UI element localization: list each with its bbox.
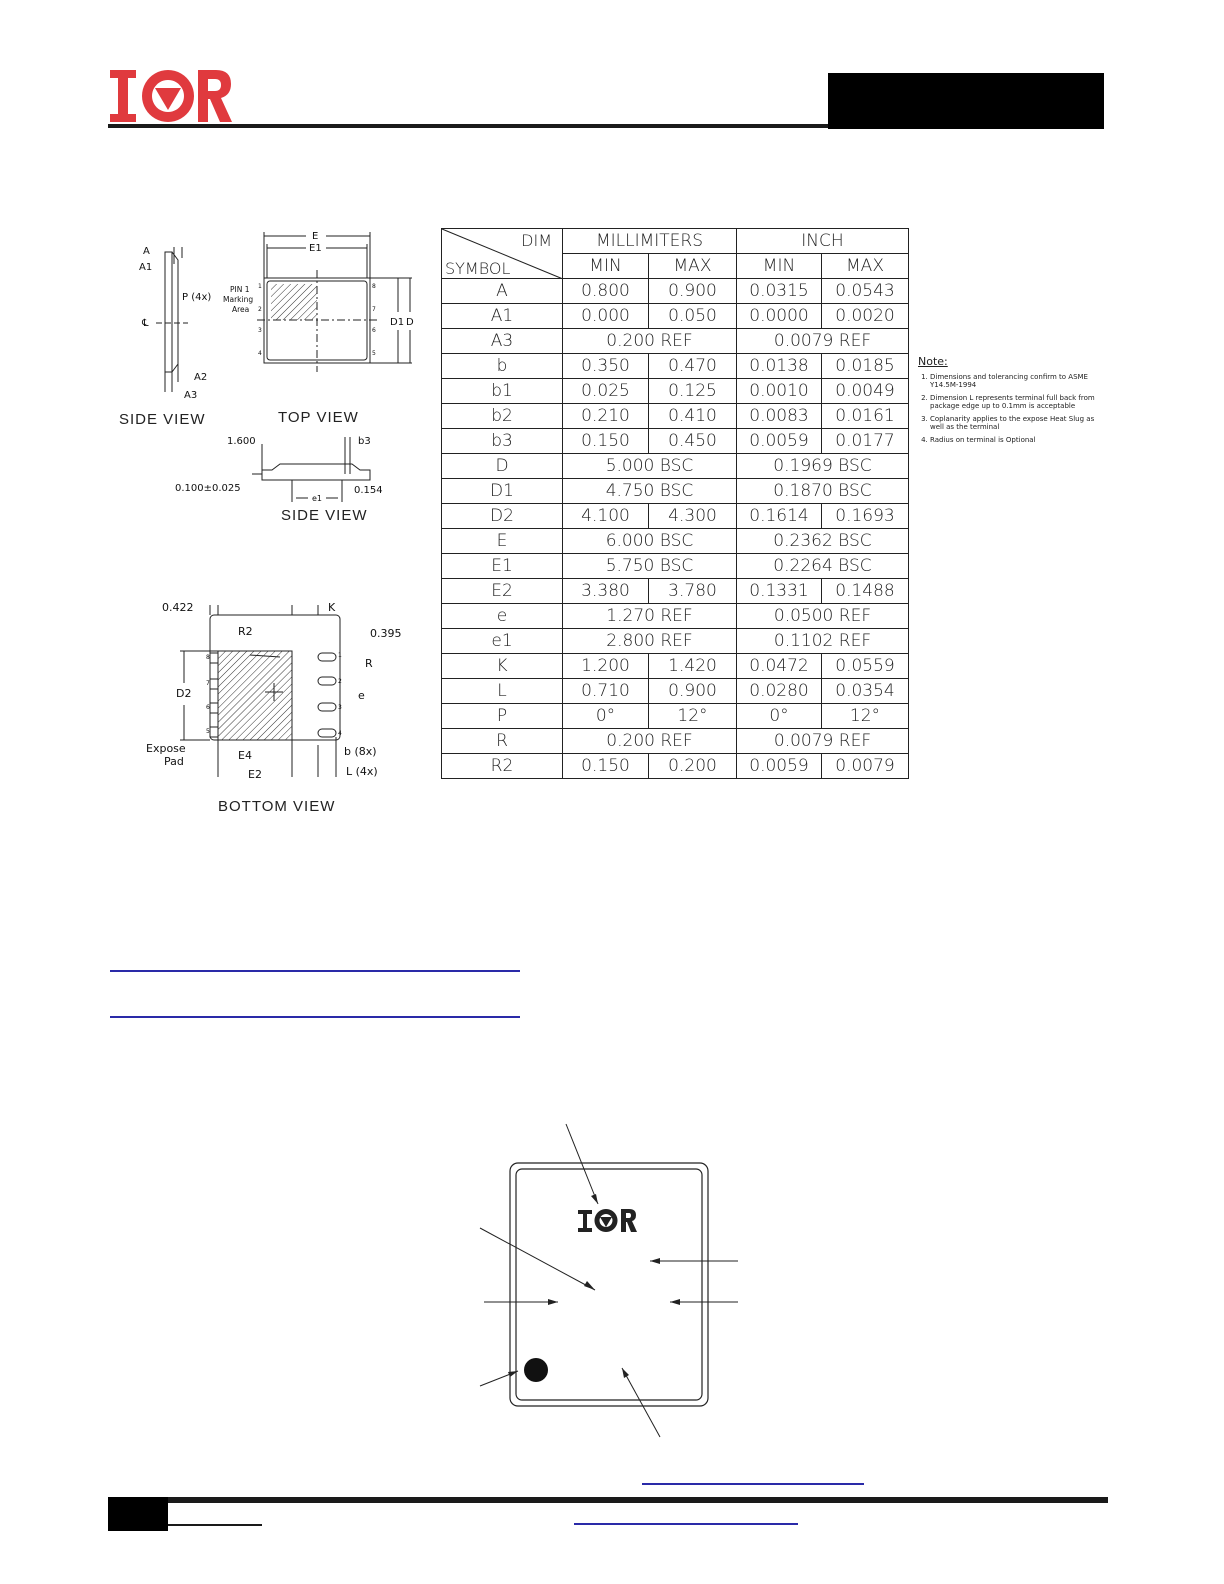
row-value-merged: 4.750 BSC bbox=[563, 479, 737, 504]
table-row bbox=[442, 504, 909, 529]
label-0395: 0.395 bbox=[370, 627, 402, 640]
inch-min-header: MIN bbox=[737, 254, 822, 279]
row-value: 0.800 bbox=[563, 279, 649, 304]
row-symbol: K bbox=[442, 654, 563, 679]
row-value: 3.380 bbox=[563, 579, 649, 604]
row-value: 4.300 bbox=[649, 504, 737, 529]
row-symbol: b bbox=[442, 354, 563, 379]
pin-label-8: 8 bbox=[206, 654, 210, 661]
row-value: 0.150 bbox=[563, 754, 649, 779]
label-b3: b3 bbox=[358, 436, 371, 447]
label-E1: E1 bbox=[309, 243, 322, 254]
row-value: 0.0543 bbox=[822, 279, 909, 304]
label-0422: 0.422 bbox=[162, 601, 194, 614]
table-corner-header bbox=[442, 229, 563, 279]
row-value: 0.210 bbox=[563, 404, 649, 429]
row-value: 0.0280 bbox=[737, 679, 822, 704]
label-A3: A3 bbox=[184, 390, 198, 401]
pin-3: 3 bbox=[258, 327, 262, 334]
pin-label-3: 3 bbox=[338, 704, 342, 711]
row-value-merged: 0.2362 BSC bbox=[737, 529, 909, 554]
label-e1: e1 bbox=[312, 494, 323, 503]
label-b8x: b (8x) bbox=[344, 745, 377, 758]
label-P4x: P (4x) bbox=[182, 292, 212, 303]
label-D: D bbox=[406, 317, 414, 328]
row-symbol: e1 bbox=[442, 629, 563, 654]
note-item: 1. Dimensions and tolerancing confirm to ASME Y14.5M-1994 bbox=[930, 373, 1108, 389]
pin-label-4: 4 bbox=[338, 730, 342, 737]
dimension-table bbox=[441, 228, 909, 779]
table-row bbox=[442, 454, 909, 479]
row-value-merged: 0.1102 REF bbox=[737, 629, 909, 654]
table-row bbox=[442, 404, 909, 429]
pin-label-6: 6 bbox=[206, 704, 210, 711]
row-value: 0.0315 bbox=[737, 279, 822, 304]
table-row bbox=[442, 629, 909, 654]
row-value: 0° bbox=[737, 704, 822, 729]
row-symbol: E2 bbox=[442, 579, 563, 604]
footer-link-rule-2 bbox=[574, 1523, 798, 1525]
table-row bbox=[442, 304, 909, 329]
row-symbol: E1 bbox=[442, 554, 563, 579]
header-part-box bbox=[828, 73, 1104, 129]
row-value: 0.470 bbox=[649, 354, 737, 379]
row-value: 0.125 bbox=[649, 379, 737, 404]
row-value-merged: 1.270 REF bbox=[563, 604, 737, 629]
row-value-merged: 0.200 REF bbox=[563, 729, 737, 754]
row-value: 1.420 bbox=[649, 654, 737, 679]
table-row bbox=[442, 604, 909, 629]
package-bottom-drawing bbox=[140, 595, 440, 820]
label-e: e bbox=[358, 689, 365, 702]
row-symbol: E bbox=[442, 529, 563, 554]
table-row bbox=[442, 329, 909, 354]
row-value: 12° bbox=[822, 704, 909, 729]
row-symbol: D bbox=[442, 454, 563, 479]
row-symbol: e bbox=[442, 604, 563, 629]
row-value: 0.150 bbox=[563, 429, 649, 454]
row-value: 0.0138 bbox=[737, 354, 822, 379]
label-expose: Expose bbox=[146, 742, 186, 755]
row-value: 0.0354 bbox=[822, 679, 909, 704]
row-value: 0.050 bbox=[649, 304, 737, 329]
row-symbol: D1 bbox=[442, 479, 563, 504]
row-value: 0.0472 bbox=[737, 654, 822, 679]
notes-block bbox=[918, 355, 1108, 449]
row-value: 0.450 bbox=[649, 429, 737, 454]
pin-5: 5 bbox=[372, 350, 376, 357]
row-value-merged: 2.800 REF bbox=[563, 629, 737, 654]
ior-logo bbox=[108, 68, 233, 124]
row-symbol: b3 bbox=[442, 429, 563, 454]
label-L4x: L (4x) bbox=[346, 765, 378, 778]
side-view-label: SIDE VIEW bbox=[119, 411, 206, 428]
row-value-merged: 5.750 BSC bbox=[563, 554, 737, 579]
table-row bbox=[442, 479, 909, 504]
table-row bbox=[442, 279, 909, 304]
pin-4: 4 bbox=[258, 350, 262, 357]
symbol-header: SYMBOL bbox=[445, 259, 511, 278]
label-marking: Marking bbox=[223, 295, 254, 304]
package-side-top-drawing bbox=[112, 222, 412, 532]
row-value: 0.0083 bbox=[737, 404, 822, 429]
row-value: 0.410 bbox=[649, 404, 737, 429]
row-value: 0.0049 bbox=[822, 379, 909, 404]
table-row bbox=[442, 754, 909, 779]
pin-8: 8 bbox=[372, 283, 376, 290]
row-value: 0.350 bbox=[563, 354, 649, 379]
row-value: 1.200 bbox=[563, 654, 649, 679]
pin-label-5: 5 bbox=[206, 728, 210, 735]
row-value-merged: 0.200 REF bbox=[563, 329, 737, 354]
label-A: A bbox=[143, 246, 150, 257]
row-value-merged: 0.0500 REF bbox=[737, 604, 909, 629]
notes-title: Note: bbox=[918, 355, 948, 368]
row-symbol: P bbox=[442, 704, 563, 729]
footer-link-rule-1 bbox=[642, 1483, 864, 1485]
row-symbol: b1 bbox=[442, 379, 563, 404]
label-area: Area bbox=[232, 305, 250, 314]
row-value: 0.000 bbox=[563, 304, 649, 329]
label-0154: 0.154 bbox=[354, 485, 383, 496]
table-row bbox=[442, 679, 909, 704]
pin-1: 1 bbox=[258, 283, 262, 290]
pin-label-1: 1 bbox=[338, 652, 342, 659]
label-pin1: PIN 1 bbox=[230, 285, 250, 294]
row-value: 0.0020 bbox=[822, 304, 909, 329]
row-value: 0.0010 bbox=[737, 379, 822, 404]
row-value-merged: 0.2264 BSC bbox=[737, 554, 909, 579]
table-row bbox=[442, 704, 909, 729]
note-item: 2. Dimension L represents terminal full back from package edge up to 0.1mm is acceptable bbox=[930, 394, 1108, 410]
table-row bbox=[442, 379, 909, 404]
row-value: 0.900 bbox=[649, 279, 737, 304]
row-value: 0.1488 bbox=[822, 579, 909, 604]
row-value: 3.780 bbox=[649, 579, 737, 604]
bottom-view-label: BOTTOM VIEW bbox=[218, 798, 336, 815]
label-E4: E4 bbox=[238, 749, 252, 762]
row-value: 0.710 bbox=[563, 679, 649, 704]
row-symbol: L bbox=[442, 679, 563, 704]
label-pad: Pad bbox=[164, 755, 184, 768]
row-value: 0.1614 bbox=[737, 504, 822, 529]
row-value: 0.1331 bbox=[737, 579, 822, 604]
row-value-merged: 0.0079 REF bbox=[737, 329, 909, 354]
side-view-2-label: SIDE VIEW bbox=[281, 507, 368, 524]
part-marking-diagram bbox=[480, 1120, 760, 1450]
link-rule-2 bbox=[110, 1016, 520, 1018]
table-row bbox=[442, 429, 909, 454]
notes-list bbox=[918, 373, 1108, 444]
row-value: 0.0079 bbox=[822, 754, 909, 779]
row-value: 12° bbox=[649, 704, 737, 729]
table-row bbox=[442, 579, 909, 604]
mm-min-header: MIN bbox=[563, 254, 649, 279]
mm-max-header: MAX bbox=[649, 254, 737, 279]
row-value: 0.0177 bbox=[822, 429, 909, 454]
footer-small-rule bbox=[168, 1524, 262, 1526]
label-A2: A2 bbox=[194, 372, 208, 383]
row-value-merged: 5.000 BSC bbox=[563, 454, 737, 479]
label-R: R bbox=[365, 657, 373, 670]
row-value-merged: 6.000 BSC bbox=[563, 529, 737, 554]
row-symbol: A bbox=[442, 279, 563, 304]
footer-rule bbox=[108, 1497, 1108, 1503]
pin-6: 6 bbox=[372, 327, 376, 334]
pin-label-2: 2 bbox=[338, 678, 342, 685]
row-value: 4.100 bbox=[563, 504, 649, 529]
footer-page-box bbox=[108, 1497, 168, 1531]
row-value: 0.0059 bbox=[737, 429, 822, 454]
label-R2: R2 bbox=[238, 625, 253, 638]
row-value: 0.025 bbox=[563, 379, 649, 404]
note-item: 3. Coplanarity applies to the expose Heat Slug as well as the terminal bbox=[930, 415, 1108, 431]
link-rule-1 bbox=[110, 970, 520, 972]
row-symbol: A3 bbox=[442, 329, 563, 354]
row-value: 0.0185 bbox=[822, 354, 909, 379]
table-row bbox=[442, 529, 909, 554]
label-K: K bbox=[328, 601, 336, 614]
pin-label-7: 7 bbox=[206, 680, 210, 687]
row-value: 0.0059 bbox=[737, 754, 822, 779]
row-value: 0° bbox=[563, 704, 649, 729]
top-view-label: TOP VIEW bbox=[278, 409, 359, 426]
label-CL: ℄ bbox=[142, 318, 149, 329]
row-value: 0.0161 bbox=[822, 404, 909, 429]
row-symbol: R bbox=[442, 729, 563, 754]
row-value: 0.0000 bbox=[737, 304, 822, 329]
label-0100: 0.100±0.025 bbox=[175, 483, 241, 494]
row-symbol: A1 bbox=[442, 304, 563, 329]
label-A1: A1 bbox=[139, 262, 153, 273]
table-row bbox=[442, 354, 909, 379]
row-value-merged: 0.1969 BSC bbox=[737, 454, 909, 479]
row-value: 0.200 bbox=[649, 754, 737, 779]
label-D2: D2 bbox=[176, 687, 192, 700]
dim-header: DIM bbox=[521, 231, 552, 250]
note-item: 4. Radius on terminal is Optional bbox=[930, 436, 1108, 444]
row-value: 0.900 bbox=[649, 679, 737, 704]
label-1600: 1.600 bbox=[227, 436, 256, 447]
pin-7: 7 bbox=[372, 306, 376, 313]
label-E2: E2 bbox=[248, 768, 262, 781]
inch-max-header: MAX bbox=[822, 254, 909, 279]
row-symbol: R2 bbox=[442, 754, 563, 779]
row-symbol: b2 bbox=[442, 404, 563, 429]
row-symbol: D2 bbox=[442, 504, 563, 529]
table-row bbox=[442, 554, 909, 579]
mm-header: MILLIMITERS bbox=[563, 229, 737, 254]
table-row bbox=[442, 729, 909, 754]
pin-2: 2 bbox=[258, 306, 262, 313]
row-value-merged: 0.1870 BSC bbox=[737, 479, 909, 504]
label-D1: D1 bbox=[390, 317, 405, 328]
row-value-merged: 0.0079 REF bbox=[737, 729, 909, 754]
label-E: E bbox=[312, 231, 319, 242]
row-value: 0.0559 bbox=[822, 654, 909, 679]
table-row bbox=[442, 654, 909, 679]
inch-header: INCH bbox=[737, 229, 909, 254]
row-value: 0.1693 bbox=[822, 504, 909, 529]
